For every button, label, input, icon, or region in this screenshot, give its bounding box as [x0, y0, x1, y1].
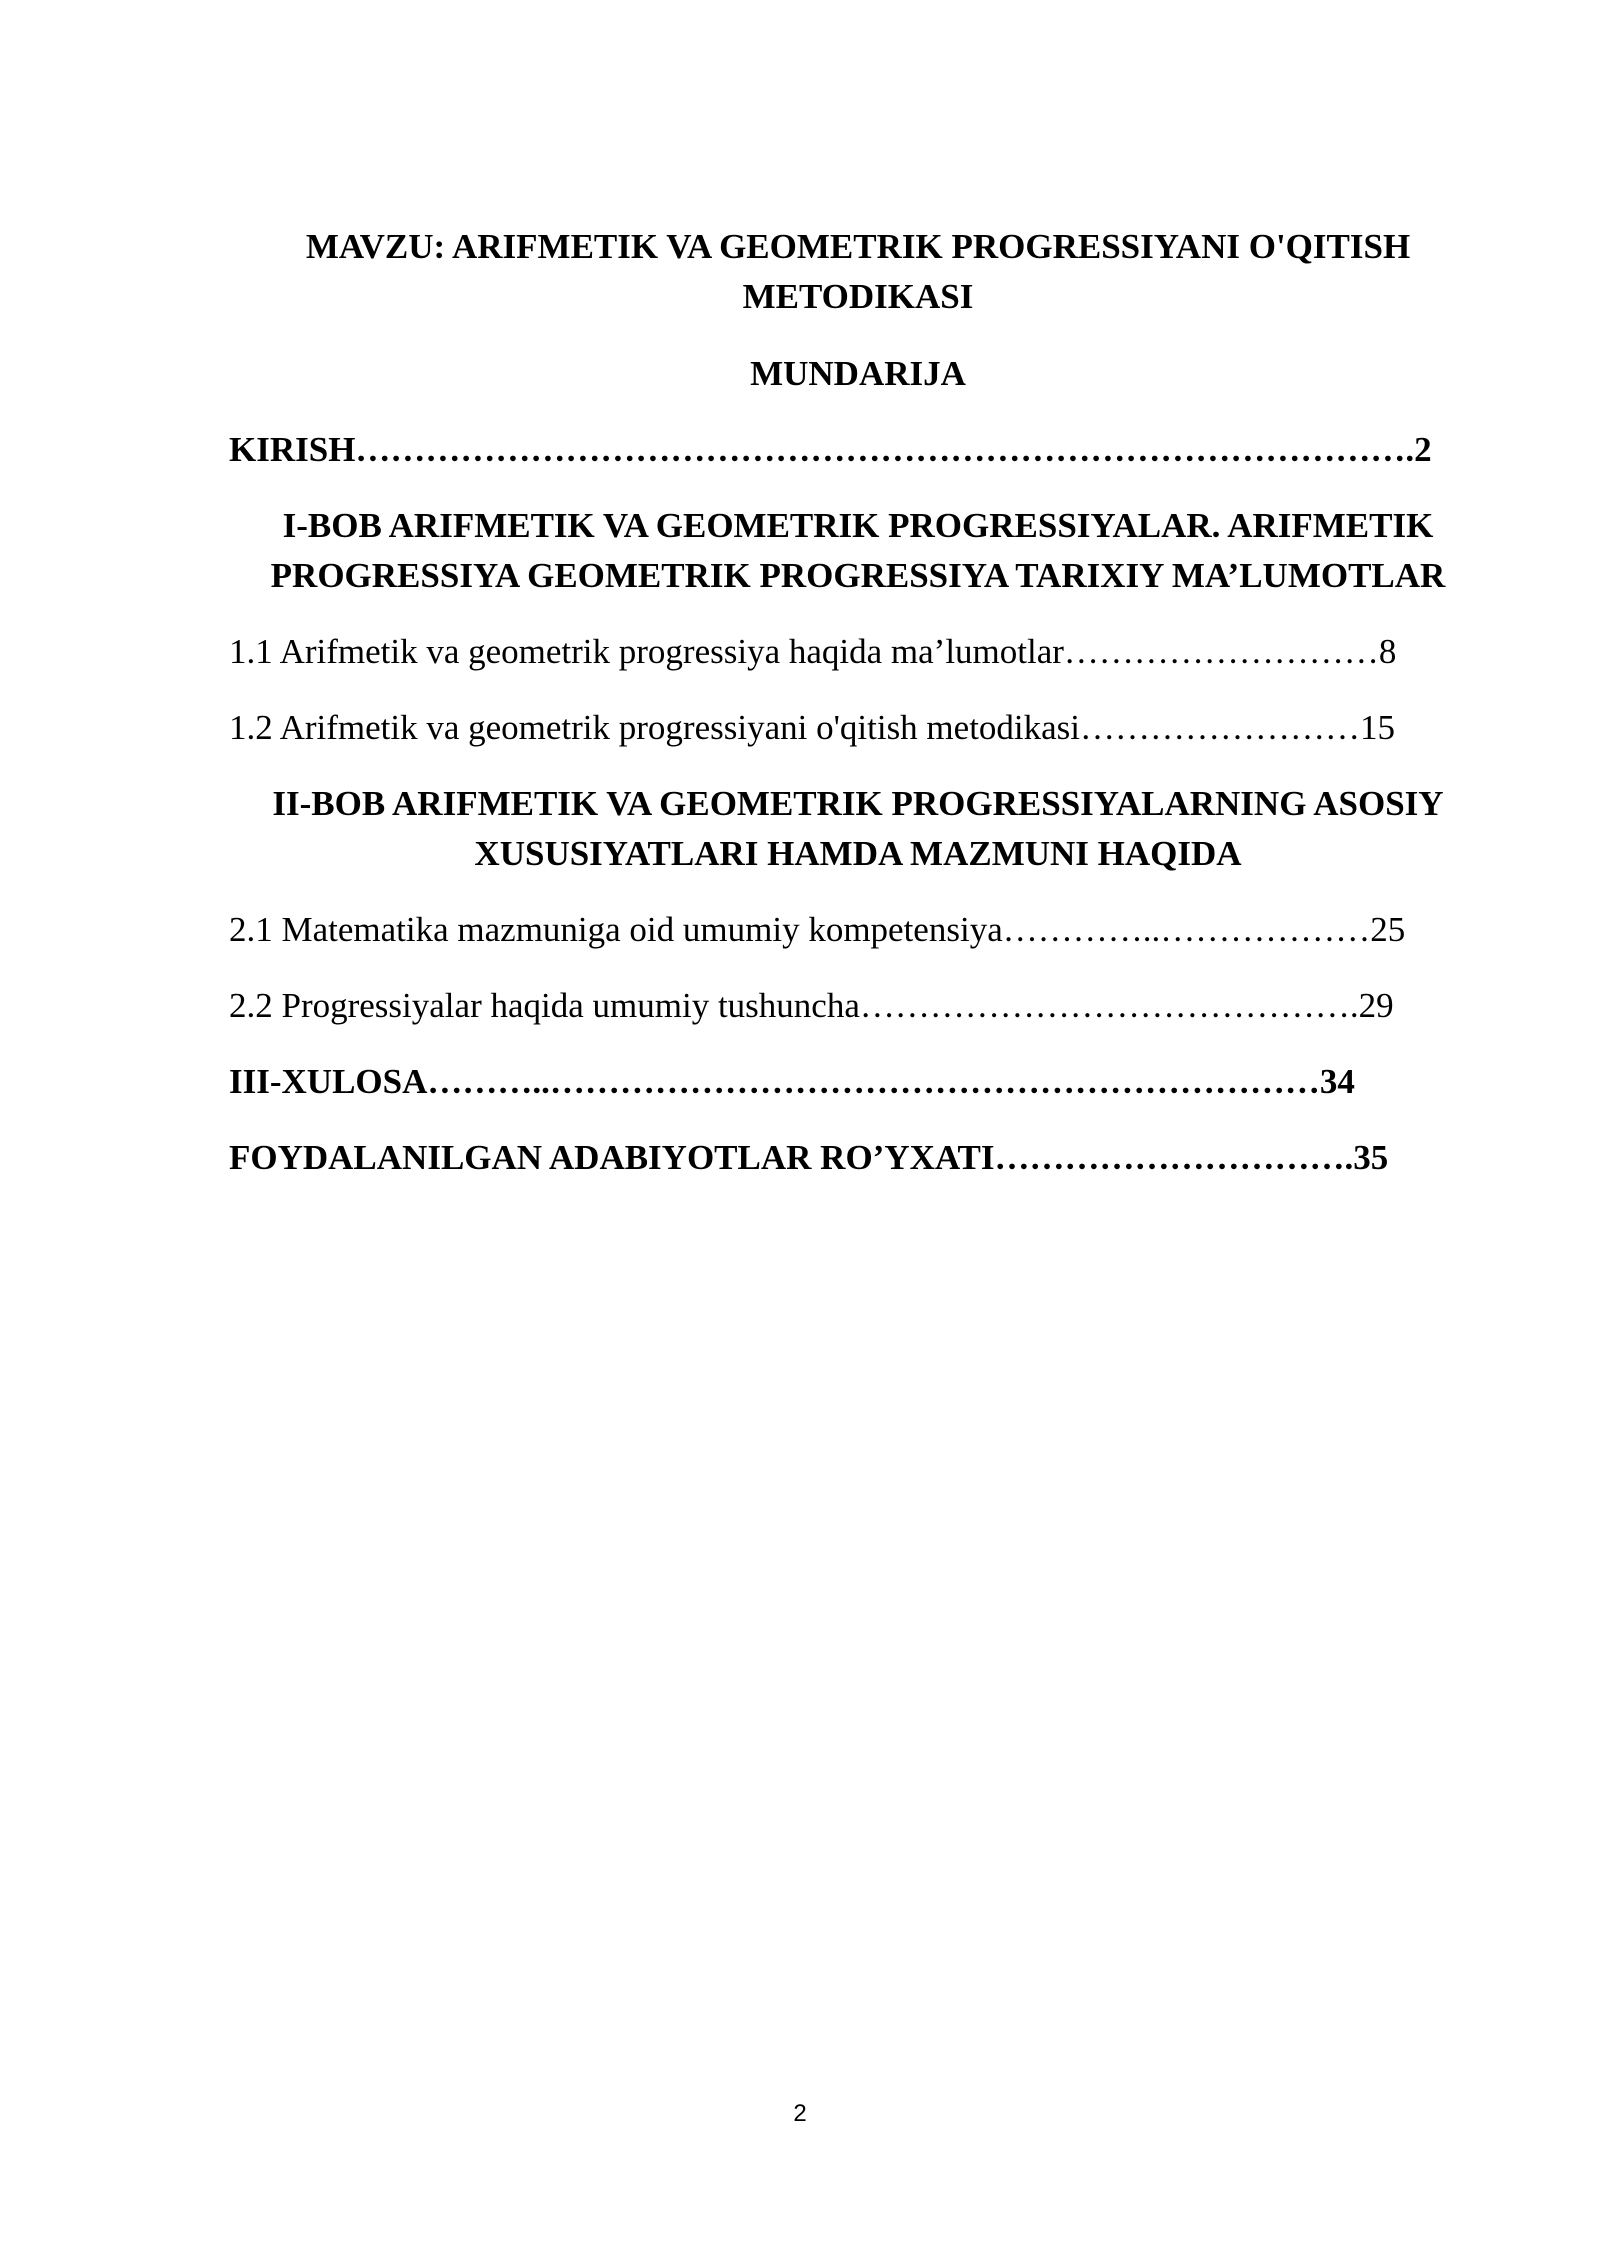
toc-entry-1-1: 1.1 Arifmetik va geometrik progressiya haqida ma’lumotlar………………………8 — [229, 632, 1397, 671]
page-number: 2 — [793, 2100, 807, 2127]
document-title: MAVZU: ARIFMETIK VA GEOMETRIK PROGRESSIYANI O'QITISH METODIKASI — [305, 227, 1411, 316]
toc-chapter-1-heading: I-BOB ARIFMETIK VA GEOMETRIK PROGRESSIYALAR. ARIFMETIK PROGRESSIYA GEOMETRIK PROGRESSIYA TARIXIY MA’LUMOTLAR — [270, 506, 1446, 595]
contents-heading: MUNDARIJA — [750, 354, 966, 393]
toc-entry-conclusion: III-XULOSA………..…………………………………………………………34 — [229, 1062, 1355, 1101]
toc-entry-intro: KIRISH……………………………………………………………………………….2 — [229, 430, 1432, 469]
toc-entry-1-2: 1.2 Arifmetik va geometrik progressiyani o'qitish metodikasi……………………15 — [229, 708, 1396, 747]
toc-entry-2-1: 2.1 Matematika mazmuniga oid umumiy kompetensiya…………..………………25 — [229, 910, 1406, 949]
page-content — [229, 222, 1487, 1209]
toc-entry-references: FOYDALANILGAN ADABIYOTLAR RO’YXATI………………………….35 — [229, 1138, 1389, 1177]
toc-chapter-2-heading: II-BOB ARIFMETIK VA GEOMETRIK PROGRESSIYALARNING ASOSIY XUSUSIYATLARI HAMDA MAZMUNI HAQIDA — [272, 784, 1444, 873]
toc-entry-2-2: 2.2 Progressiyalar haqida umumiy tushuncha…………………………………….29 — [229, 986, 1394, 1025]
